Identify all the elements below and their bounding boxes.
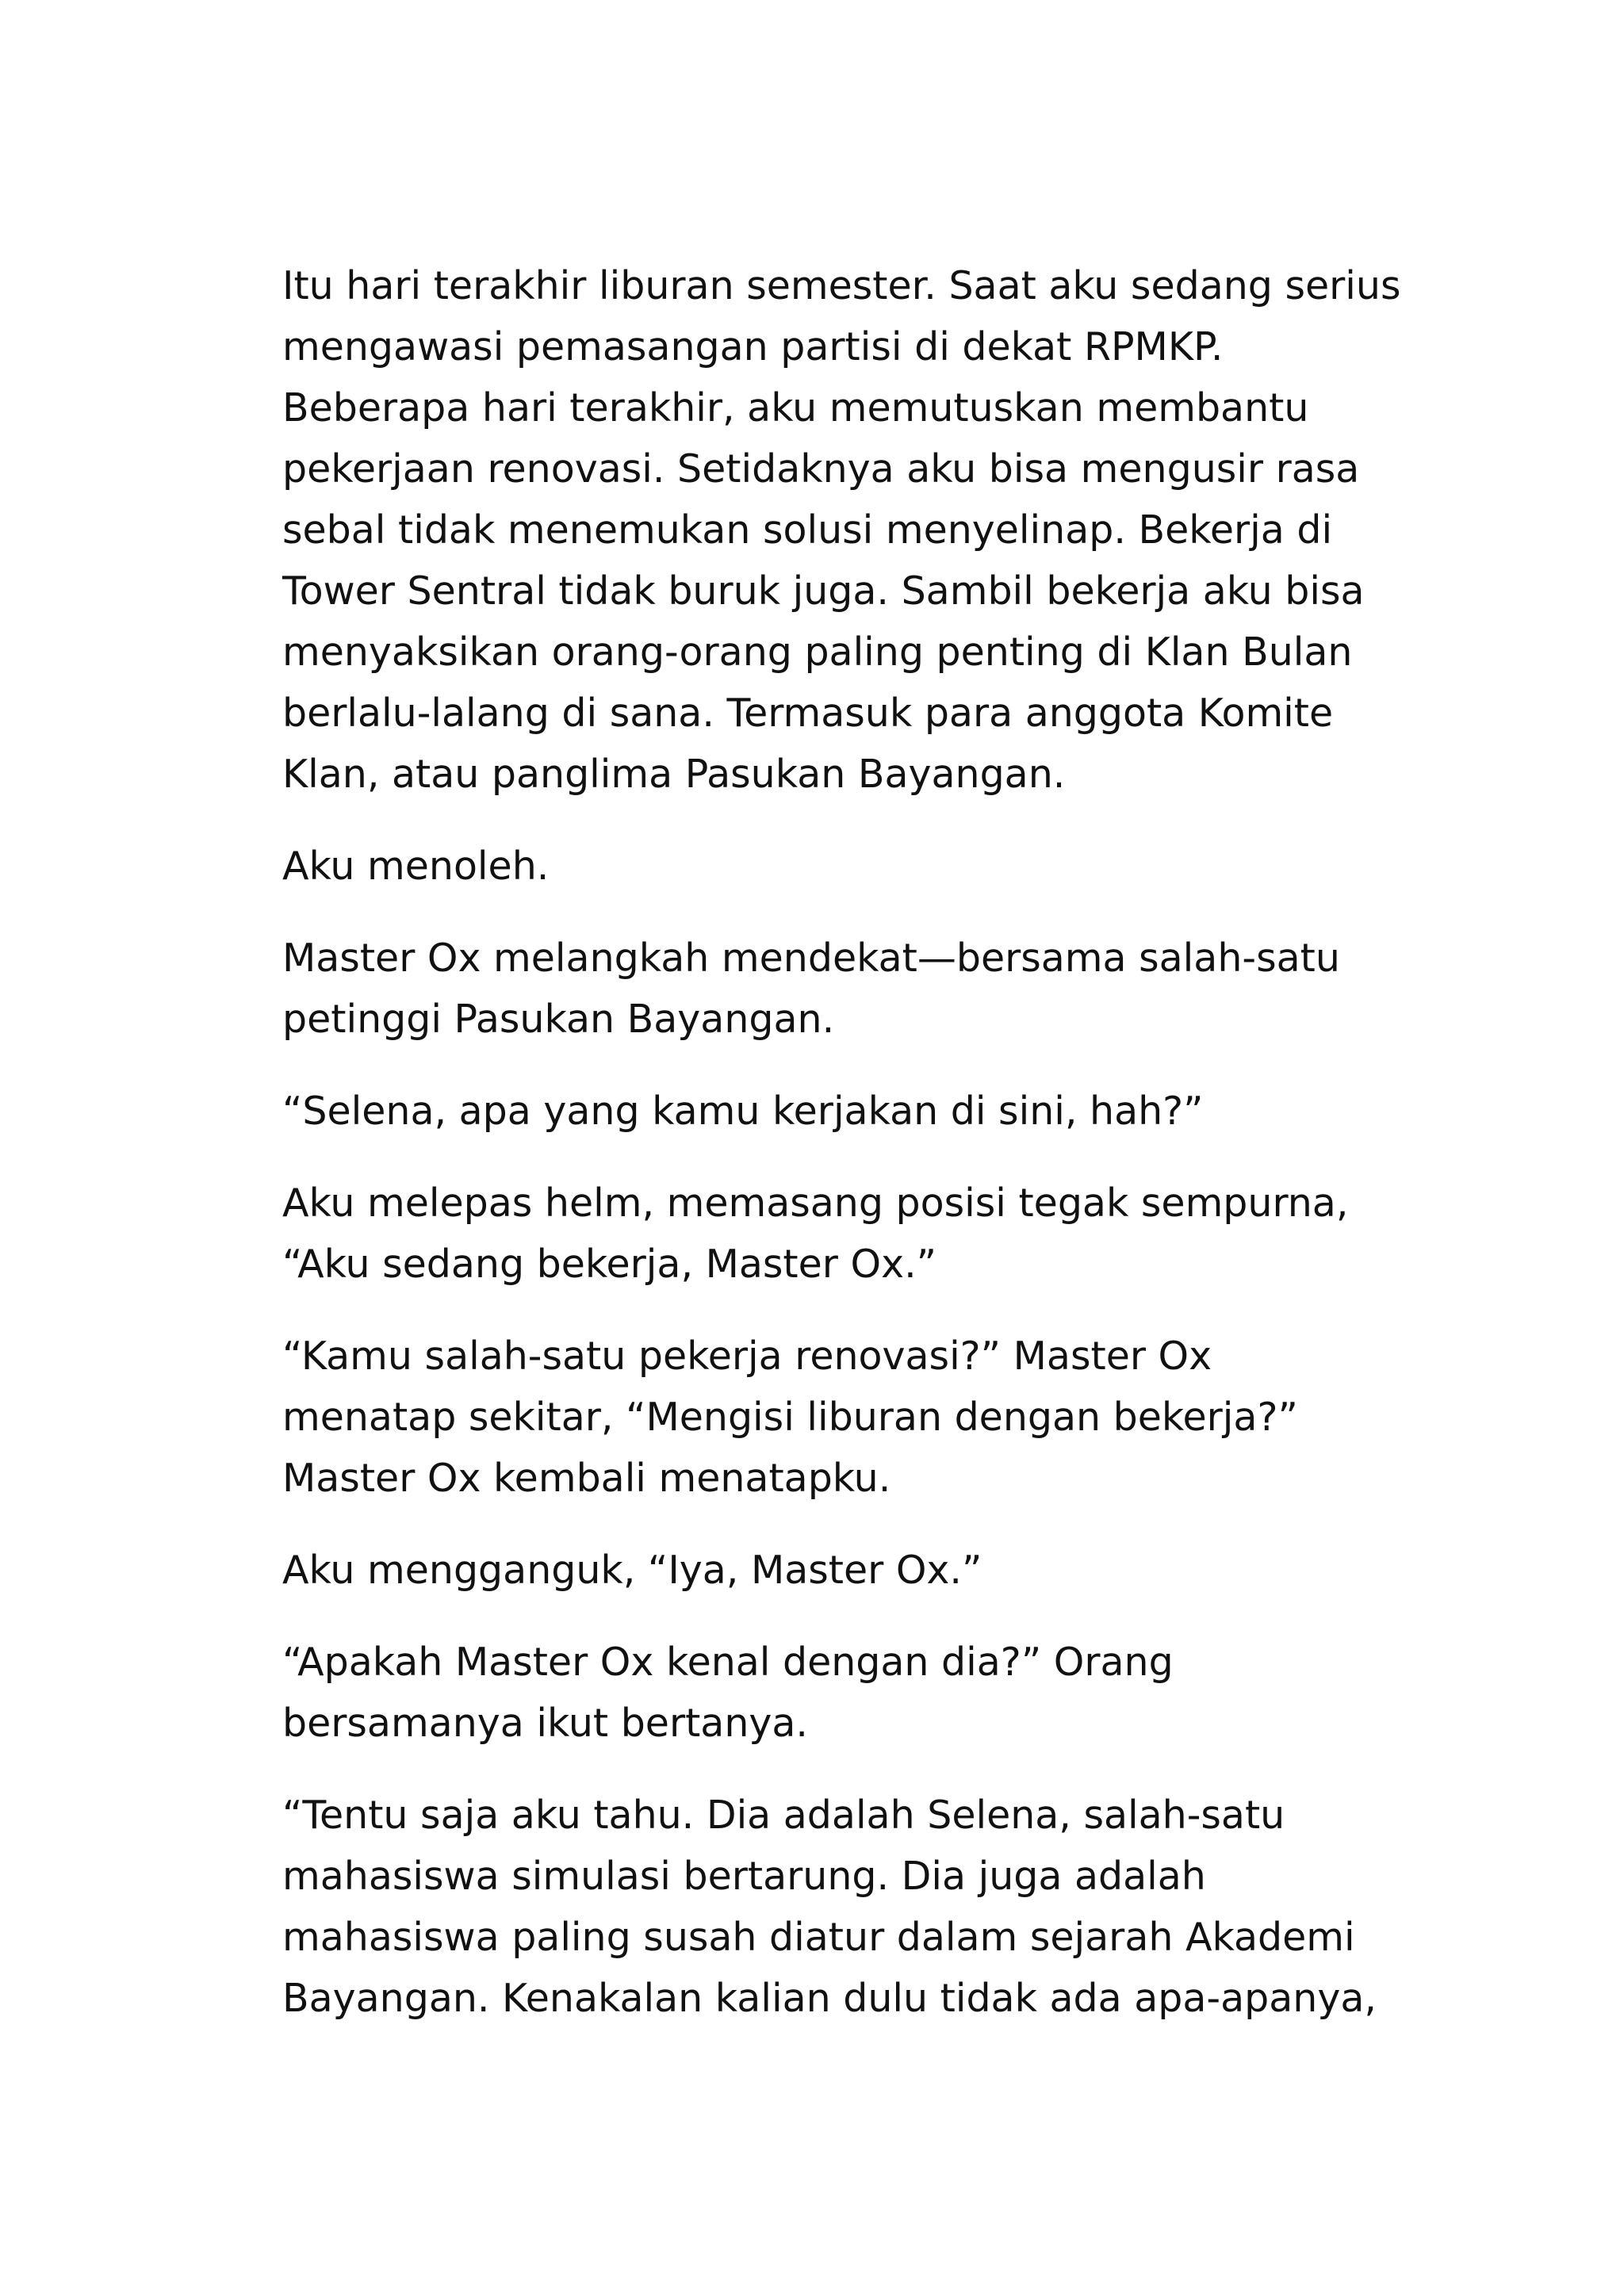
story-text (282, 255, 1401, 2060)
text-line: “Tentu saja aku tahu. Dia adalah Selena, salah-satu (282, 1793, 1285, 1838)
paragraph (282, 1632, 1392, 1754)
paragraph (282, 928, 1392, 1050)
text-line: mahasiswa simulasi bertarung. Dia juga adalah (282, 1854, 1206, 1899)
text-line: Master Ox kembali menatapku. (282, 1456, 891, 1501)
text-line: menyaksikan orang-orang paling penting di Klan Bulan (282, 629, 1353, 675)
text-line: Master Ox melangkah mendekat—bersama salah-satu (282, 936, 1340, 981)
text-line: mengawasi pemasangan partisi di dekat RPMKP. (282, 324, 1224, 369)
text-line: mahasiswa paling susah diatur dalam sejarah Akademi (282, 1915, 1355, 1960)
paragraph (282, 1785, 1392, 2029)
text-line: menatap sekitar, “Mengisi liburan dengan bekerja?” (282, 1395, 1298, 1440)
paragraph (282, 1540, 1392, 1601)
text-line: “Apakah Master Ox kenal dengan dia?” Orang (282, 1640, 1174, 1685)
text-line: berlalu-lalang di sana. Termasuk para anggota Komite (282, 691, 1334, 736)
text-line: “Aku sedang bekerja, Master Ox.” (282, 1242, 937, 1287)
text-line: Aku menoleh. (282, 844, 550, 889)
text-line: petinggi Pasukan Bayangan. (282, 997, 835, 1042)
paragraph (282, 1081, 1392, 1142)
paragraph (282, 255, 1401, 805)
text-line: Bayangan. Kenakalan kalian dulu tidak ada apa-apanya, (282, 1976, 1377, 2021)
text-line: Aku melepas helm, memasang posisi tegak sempurna, (282, 1181, 1349, 1226)
text-line: “Kamu salah-satu pekerja renovasi?” Master Ox (282, 1334, 1212, 1379)
text-line: Tower Sentral tidak buruk juga. Sambil bekerja aku bisa (282, 568, 1365, 614)
text-line: Beberapa hari terakhir, aku memutuskan membantu (282, 385, 1309, 430)
text-line: sebal tidak menemukan solusi menyelinap. Bekerja di (282, 507, 1333, 553)
paragraph (282, 836, 1392, 897)
text-line: bersamanya ikut bertanya. (282, 1701, 808, 1746)
text-line: Aku mengganguk, “Iya, Master Ox.” (282, 1548, 982, 1593)
text-line: pekerjaan renovasi. Setidaknya aku bisa mengusir rasa (282, 446, 1360, 492)
text-line: “Selena, apa yang kamu kerjakan di sini, hah?” (282, 1089, 1204, 1134)
text-line: Itu hari terakhir liburan semester. Saat aku sedang serius (282, 263, 1401, 308)
paragraph (282, 1326, 1392, 1509)
paragraph (282, 1173, 1392, 1295)
text-line: Klan, atau panglima Pasukan Bayangan. (282, 752, 1066, 797)
